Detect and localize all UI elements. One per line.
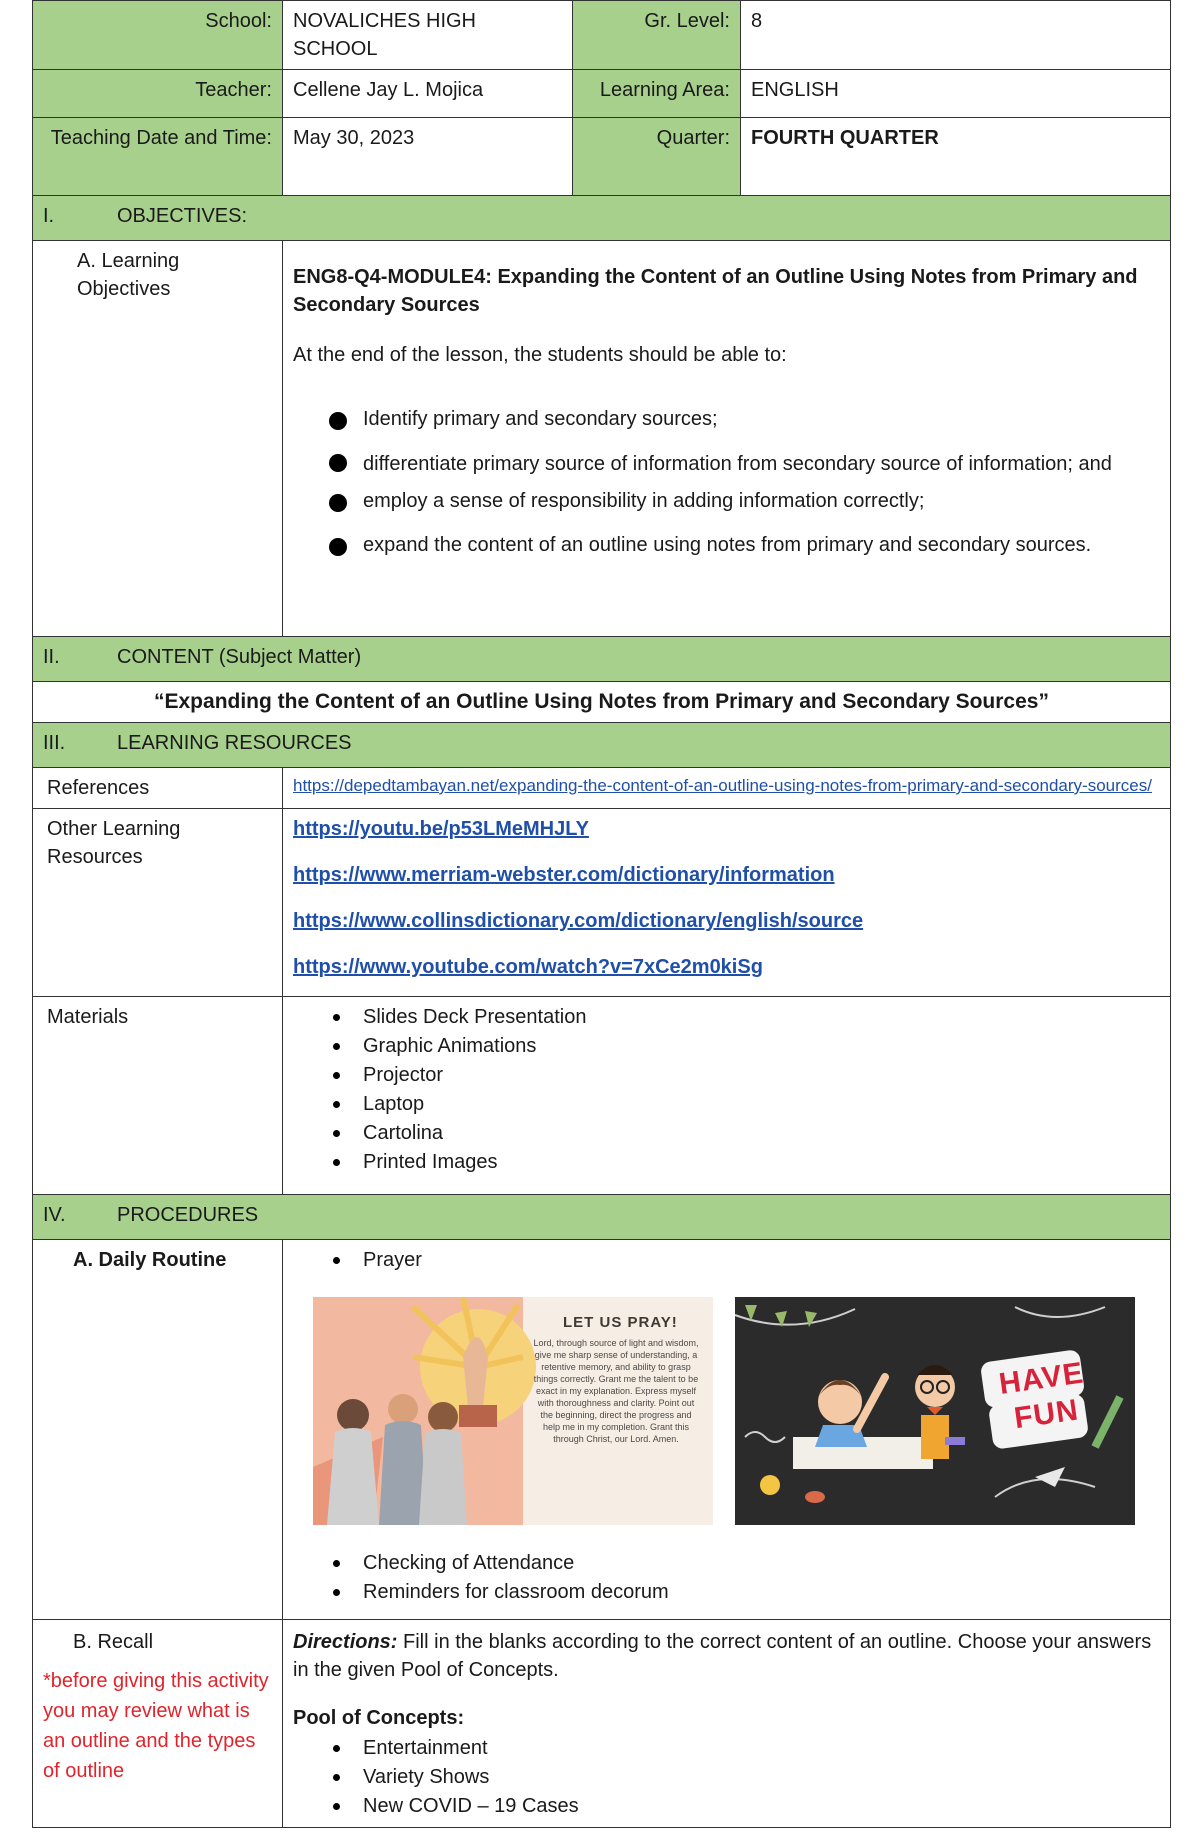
lesson-plan-document xyxy=(32,0,1170,1828)
bullet-icon xyxy=(333,1101,340,1108)
section-number: III. xyxy=(43,732,66,754)
bullet-icon xyxy=(333,1257,340,1264)
quarter-value: FOURTH QUARTER xyxy=(741,118,1171,196)
recall-note: *before giving this activity you may review what is an outline and the types of outline xyxy=(43,1670,269,1782)
list-item: Graphic Animations xyxy=(293,1032,1160,1061)
section-number: I. xyxy=(43,205,55,227)
materials-content xyxy=(283,997,1171,1195)
bullet-icon xyxy=(333,1159,340,1166)
content-section-header xyxy=(33,637,1171,682)
recall-directions xyxy=(293,1628,1160,1684)
list-item: Printed Images xyxy=(293,1148,1160,1177)
reference-link[interactable]: https://depedtambayan.net/expanding-the-content-of-an-outline-using-notes-from-primary-and-secondary-sources/ xyxy=(293,776,1152,795)
list-item: Reminders for classroom decorum xyxy=(293,1578,1160,1607)
objectives-section-header xyxy=(33,196,1171,241)
directions-label: Directions: xyxy=(293,1631,398,1653)
list-item: Projector xyxy=(293,1061,1160,1090)
teacher-label: Teacher: xyxy=(33,70,283,118)
materials-label: Materials xyxy=(33,997,283,1195)
prayer-card-title: LET US PRAY! xyxy=(563,1314,678,1331)
prayer-card-text: Lord, through source of light and wisdom, give me sharp sense of understanding, a retentive memory, and ability to grasp things correctly. Grant me the talent to be exact in my explanation. Express myself with thoroughness and clarity. Point out the beginning, direct the progress and help me in my completion. Grant this through Christ, our Lord. Amen. xyxy=(533,1338,699,1444)
section-number: IV. xyxy=(43,1204,66,1226)
bullet-icon xyxy=(333,1014,340,1021)
teacher-value: Cellene Jay L. Mojica xyxy=(283,70,573,118)
bullet-icon xyxy=(329,538,347,556)
school-label: School: xyxy=(33,1,283,70)
pool-of-concepts-label: Pool of Concepts: xyxy=(293,1707,465,1729)
bullet-icon xyxy=(333,1745,340,1752)
learning-objectives-label: A. Learning Objectives xyxy=(33,241,283,637)
resource-link[interactable]: https://www.collinsdictionary.com/dictionary/english/source xyxy=(293,910,864,932)
list-item: Slides Deck Presentation xyxy=(293,1003,1160,1032)
bullet-icon xyxy=(333,1774,340,1781)
learning-area-value: ENGLISH xyxy=(741,70,1171,118)
pool-of-concepts-list xyxy=(293,1734,1160,1821)
list-item: New COVID – 19 Cases xyxy=(293,1792,1160,1821)
list-item: employ a sense of responsibility in adding information correctly; xyxy=(293,487,1160,515)
bullet-icon xyxy=(333,1130,340,1137)
list-item: Prayer xyxy=(293,1246,1160,1275)
list-item: Laptop xyxy=(293,1090,1160,1119)
bullet-icon xyxy=(329,494,347,512)
list-item: Identify primary and secondary sources; xyxy=(293,405,1160,433)
teaching-date-value: May 30, 2023 xyxy=(283,118,573,196)
routine-images xyxy=(313,1297,1160,1525)
learning-area-label: Learning Area: xyxy=(573,70,741,118)
bullet-icon xyxy=(329,412,347,430)
recall-content xyxy=(283,1620,1171,1828)
section-heading: CONTENT (Subject Matter) xyxy=(117,646,362,668)
school-value: NOVALICHES HIGH SCHOOL xyxy=(283,1,573,70)
resource-link[interactable]: https://youtu.be/p53LMeMHJLY xyxy=(293,818,589,840)
resource-link[interactable]: https://www.youtube.com/watch?v=7xCe2m0kiSg xyxy=(293,956,763,978)
list-item: Variety Shows xyxy=(293,1763,1160,1792)
grade-label: Gr. Level: xyxy=(573,1,741,70)
routine-list xyxy=(293,1246,1160,1275)
bullet-icon xyxy=(333,1072,340,1079)
references-content xyxy=(283,768,1171,809)
bullet-icon xyxy=(333,1589,340,1596)
references-label: References xyxy=(33,768,283,809)
directions-text: Fill in the blanks according to the correct content of an outline. Choose your answers in the given Pool of Concepts. xyxy=(293,1631,1152,1681)
routine-list-continued xyxy=(293,1549,1160,1607)
prayer-image xyxy=(313,1297,713,1525)
daily-routine-label: A. Daily Routine xyxy=(33,1240,283,1620)
list-item: Cartolina xyxy=(293,1119,1160,1148)
materials-list xyxy=(293,1003,1160,1177)
list-item: Checking of Attendance xyxy=(293,1549,1160,1578)
bullet-icon xyxy=(333,1560,340,1567)
bullet-icon xyxy=(329,454,347,472)
recall-cell xyxy=(33,1620,283,1828)
lesson-title: “Expanding the Content of an Outline Using Notes from Primary and Secondary Sources” xyxy=(33,682,1171,723)
have-fun-image xyxy=(735,1297,1135,1525)
other-resources-content xyxy=(283,809,1171,997)
lesson-plan-table xyxy=(32,0,1171,1828)
list-item: expand the content of an outline using notes from primary and secondary sources. xyxy=(293,531,1160,559)
section-heading: LEARNING RESOURCES xyxy=(117,732,352,754)
learning-objectives-content xyxy=(283,241,1171,637)
quarter-label: Quarter: xyxy=(573,118,741,196)
section-number: II. xyxy=(43,646,60,668)
list-item: differentiate primary source of information from secondary source of information; and xyxy=(293,447,1160,481)
other-resources-label: Other Learning Resources xyxy=(33,809,283,997)
daily-routine-content xyxy=(283,1240,1171,1620)
objectives-list xyxy=(293,405,1160,559)
bullet-icon xyxy=(333,1803,340,1810)
section-heading: PROCEDURES xyxy=(117,1204,259,1226)
bullet-icon xyxy=(333,1043,340,1050)
objectives-intro: At the end of the lesson, the students should be able to: xyxy=(293,344,787,366)
have-fun-text: HAVE FUN xyxy=(996,1356,1086,1436)
resource-link[interactable]: https://www.merriam-webster.com/dictionary/information xyxy=(293,864,835,886)
list-item: Entertainment xyxy=(293,1734,1160,1763)
recall-label: B. Recall xyxy=(73,1631,154,1653)
resources-section-header xyxy=(33,723,1171,768)
procedures-section-header xyxy=(33,1195,1171,1240)
module-title: ENG8-Q4-MODULE4: Expanding the Content of an Outline Using Notes from Primary and Secondary Sources xyxy=(293,266,1138,316)
grade-value: 8 xyxy=(741,1,1171,70)
section-heading: OBJECTIVES: xyxy=(117,205,248,227)
teaching-date-label: Teaching Date and Time: xyxy=(33,118,283,196)
